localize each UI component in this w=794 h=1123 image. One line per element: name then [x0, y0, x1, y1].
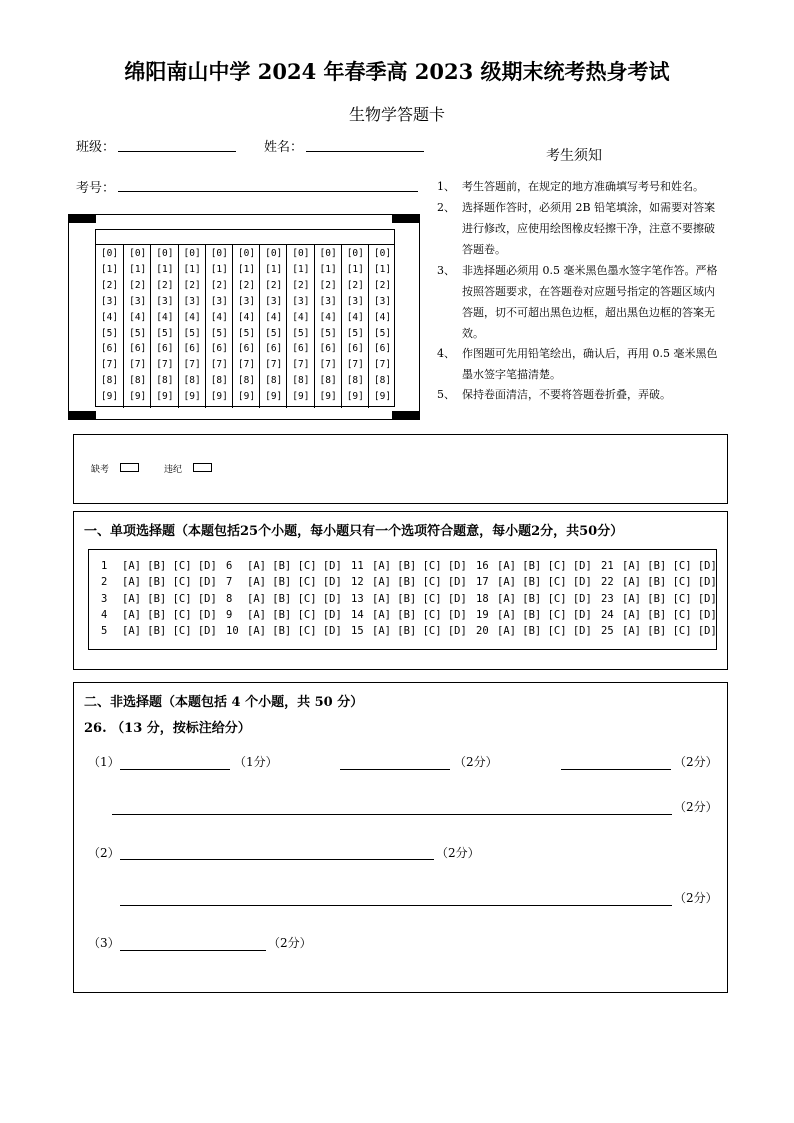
digit-bubble[interactable]: [8]: [346, 375, 364, 387]
answer-options[interactable]: [A] [B] [C] [D]: [247, 625, 342, 638]
answer-options[interactable]: [A] [B] [C] [D]: [622, 560, 717, 572]
digit-bubble[interactable]: [7]: [346, 359, 364, 371]
digit-bubble[interactable]: [2]: [292, 279, 310, 291]
digit-bubble[interactable]: [6]: [100, 343, 119, 355]
digit-bubble[interactable]: [1]: [183, 263, 201, 275]
answer-line[interactable]: [120, 859, 434, 860]
question-number: 14: [351, 608, 364, 621]
digit-bubble[interactable]: [0]: [237, 248, 256, 259]
digit-bubble[interactable]: [7]: [210, 359, 228, 371]
violation-label: 违纪: [164, 465, 183, 475]
section-free-response: [73, 682, 728, 993]
digit-bubble[interactable]: [6]: [292, 343, 310, 355]
digit-bubble[interactable]: [6]: [210, 343, 228, 355]
score-label: （2分）: [436, 846, 480, 860]
part3-label: （3）: [88, 936, 120, 950]
digit-bubble[interactable]: [0]: [156, 248, 174, 259]
answer-line[interactable]: [120, 769, 230, 770]
digit-bubble[interactable]: [7]: [237, 359, 256, 371]
digit-bubble[interactable]: [5]: [319, 327, 337, 339]
digit-bubble[interactable]: [1]: [237, 263, 256, 275]
digit-bubble[interactable]: [9]: [292, 391, 310, 403]
notice-item-3: [437, 260, 727, 344]
notice-text: 非选择题必须用 0.5 毫米黑色墨水签字笔作答。严格按照答题要求，在答题卷对应题号指定的答题区域内答题，切不可超出黑色边框，超出黑色边框的答案无效。: [462, 264, 718, 340]
digit-bubble[interactable]: [7]: [292, 359, 310, 371]
digit-bubble[interactable]: [9]: [129, 391, 147, 403]
digit-bubble[interactable]: [0]: [129, 248, 147, 259]
digit-bubble[interactable]: [7]: [129, 359, 147, 371]
question-number: 3: [101, 592, 108, 605]
answer-options[interactable]: [A] [B] [C] [D]: [372, 592, 467, 605]
notice-text: 保持卷面清洁，不要将答题卷折叠，弄破。: [462, 388, 671, 401]
digit-bubble[interactable]: [4]: [237, 311, 256, 323]
notice-text: 作图题可先用铅笔绘出，确认后，再用 0.5 毫米黑色墨水签字笔描清楚。: [462, 347, 718, 381]
digit-column: [178, 244, 206, 408]
digit-bubble[interactable]: [9]: [100, 391, 119, 403]
question-number: 17: [476, 576, 489, 589]
digit-bubble[interactable]: [9]: [156, 391, 174, 403]
notice-item-2: [437, 197, 727, 260]
digit-bubble[interactable]: [9]: [210, 391, 228, 403]
digit-bubble[interactable]: [5]: [373, 327, 392, 339]
answer-options[interactable]: [A] [B] [C] [D]: [122, 625, 217, 638]
answer-options[interactable]: [A] [B] [C] [D]: [497, 625, 592, 638]
answer-options[interactable]: [A] [B] [C] [D]: [247, 576, 342, 589]
corner-mark: [392, 215, 419, 223]
question-number: 11: [351, 560, 364, 572]
digit-bubble[interactable]: [4]: [265, 311, 283, 323]
corner-mark: [69, 215, 96, 223]
notice-text: 选择题作答时，必须用 2B 铅笔填涂，如需要对答案进行修改，应使用绘图橡皮轻擦干净，注意不要擦破答题卷。: [462, 201, 716, 256]
name-field[interactable]: [306, 151, 424, 152]
page-title: 绵阳南山中学 2024 年春季高 2023 级期末统考热身考试: [124, 59, 670, 84]
digit-bubble[interactable]: [2]: [129, 279, 147, 291]
digit-bubble[interactable]: [3]: [373, 295, 392, 307]
violation-checkbox[interactable]: [193, 463, 212, 472]
digit-column: [96, 244, 123, 408]
digit-bubble[interactable]: [4]: [319, 311, 337, 323]
digit-bubble[interactable]: [8]: [373, 375, 392, 387]
digit-bubble[interactable]: [0]: [319, 248, 337, 259]
question-number: 19: [476, 608, 489, 621]
exam-no-label: 考号：: [76, 181, 116, 196]
answer-line[interactable]: [120, 950, 266, 951]
digit-bubble[interactable]: [8]: [100, 375, 119, 387]
score-label: （2分）: [674, 755, 718, 769]
digit-column: [368, 244, 396, 408]
digit-bubble[interactable]: [3]: [319, 295, 337, 307]
answer-options[interactable]: [A] [B] [C] [D]: [622, 592, 717, 605]
digit-bubble[interactable]: [6]: [346, 343, 364, 355]
digit-bubble[interactable]: [0]: [183, 248, 201, 259]
digit-bubble[interactable]: [6]: [129, 343, 147, 355]
digit-bubble[interactable]: [9]: [237, 391, 256, 403]
digit-bubble[interactable]: [3]: [100, 295, 119, 307]
digit-bubble[interactable]: [5]: [346, 327, 364, 339]
digit-bubble[interactable]: [6]: [373, 343, 392, 355]
answer-options[interactable]: [A] [B] [C] [D]: [122, 592, 217, 605]
digit-bubble[interactable]: [9]: [265, 391, 283, 403]
question-number: 8: [226, 592, 233, 605]
answer-options[interactable]: [A] [B] [C] [D]: [247, 592, 342, 605]
digit-bubble[interactable]: [2]: [210, 279, 228, 291]
answer-options[interactable]: [A] [B] [C] [D]: [372, 608, 467, 621]
question-number: 4: [101, 608, 108, 621]
page-subtitle: 生物学答题卡: [348, 105, 445, 124]
digit-bubble[interactable]: [3]: [237, 295, 256, 307]
question-number: 1: [101, 560, 108, 572]
answer-options[interactable]: [A] [B] [C] [D]: [372, 576, 467, 589]
question-number: 5: [101, 625, 108, 638]
digit-bubble[interactable]: [8]: [210, 375, 228, 387]
digit-bubble[interactable]: [3]: [183, 295, 201, 307]
answer-line[interactable]: [340, 769, 450, 770]
answer-options[interactable]: [A] [B] [C] [D]: [372, 560, 467, 572]
digit-bubble[interactable]: [5]: [100, 327, 119, 339]
score-label: （2分）: [674, 891, 718, 905]
digit-grid: [96, 230, 396, 408]
section1-title: 一、单项选择题（本题包括25个小题，每小题只有一个选项符合题意，每小题2分，共50分）: [84, 524, 624, 539]
digit-bubble[interactable]: [4]: [373, 311, 392, 323]
digit-bubble[interactable]: [8]: [237, 375, 256, 387]
digit-bubble[interactable]: [9]: [346, 391, 364, 403]
digit-bubble[interactable]: [7]: [183, 359, 201, 371]
digit-bubble[interactable]: [7]: [319, 359, 337, 371]
digit-bubble[interactable]: [1]: [156, 263, 174, 275]
digit-bubble[interactable]: [2]: [346, 279, 364, 291]
digit-bubble[interactable]: [9]: [373, 391, 392, 403]
score-label: （2分）: [674, 800, 718, 814]
question-number: 25: [601, 625, 614, 638]
digit-column: [123, 244, 151, 408]
digit-bubble[interactable]: [3]: [156, 295, 174, 307]
digit-bubble[interactable]: [3]: [265, 295, 283, 307]
digit-bubble[interactable]: [5]: [237, 327, 256, 339]
answer-options[interactable]: [A] [B] [C] [D]: [622, 625, 717, 638]
digit-bubble[interactable]: [6]: [265, 343, 283, 355]
digit-bubble[interactable]: [8]: [319, 375, 337, 387]
answer-line[interactable]: [112, 814, 672, 815]
notice-title: 考生须知: [546, 148, 602, 164]
digit-bubble[interactable]: [7]: [373, 359, 392, 371]
digit-bubble[interactable]: [3]: [129, 295, 147, 307]
notice-num: 1、: [437, 180, 455, 193]
question-number: 18: [476, 592, 489, 605]
digit-bubble[interactable]: [2]: [373, 279, 392, 291]
notice-num: 3、: [437, 264, 455, 277]
digit-bubble[interactable]: [6]: [237, 343, 256, 355]
digit-bubble[interactable]: [4]: [156, 311, 174, 323]
digit-bubble[interactable]: [6]: [183, 343, 201, 355]
part1-label: （1）: [88, 755, 120, 769]
digit-bubble[interactable]: [7]: [265, 359, 283, 371]
digit-bubble[interactable]: [8]: [292, 375, 310, 387]
question-number: 2: [101, 576, 108, 589]
question-number: 10: [226, 625, 239, 638]
question-number: 6: [226, 560, 233, 572]
digit-bubble[interactable]: [8]: [129, 375, 147, 387]
digit-bubble[interactable]: [4]: [129, 311, 147, 323]
digit-bubble[interactable]: [4]: [292, 311, 310, 323]
answer-line[interactable]: [561, 769, 671, 770]
digit-bubble[interactable]: [4]: [346, 311, 364, 323]
notice-item-1: [437, 176, 727, 198]
section2-title: 二、非选择题（本题包括 4 个小题，共 50 分）: [84, 695, 364, 710]
digit-bubble[interactable]: [6]: [319, 343, 337, 355]
digit-bubble[interactable]: [3]: [210, 295, 228, 307]
digit-bubble[interactable]: [3]: [292, 295, 310, 307]
answer-options[interactable]: [A] [B] [C] [D]: [122, 608, 217, 621]
exam-no-field[interactable]: [118, 191, 418, 192]
score-label: （2分）: [268, 936, 312, 950]
notice-num: 4、: [437, 347, 455, 360]
question-number: 15: [351, 625, 364, 638]
digit-column: [259, 244, 287, 408]
digit-bubble[interactable]: [0]: [100, 248, 119, 259]
class-label: 班级：: [76, 140, 116, 155]
absent-label: 缺考: [91, 465, 110, 475]
question-number: 13: [351, 592, 364, 605]
digit-column: [314, 244, 342, 408]
digit-bubble[interactable]: [5]: [292, 327, 310, 339]
name-label: 姓名：: [264, 140, 304, 155]
digit-bubble[interactable]: [2]: [100, 279, 119, 291]
digit-bubble[interactable]: [1]: [373, 263, 392, 275]
digit-bubble[interactable]: [1]: [100, 263, 119, 275]
digit-column: [205, 244, 233, 408]
mc-answer-grid: [88, 549, 717, 650]
digit-bubble[interactable]: [2]: [319, 279, 337, 291]
digit-grid-frame: [95, 229, 395, 407]
exam-number-bubble-area: [68, 214, 420, 420]
digit-bubble[interactable]: [1]: [319, 263, 337, 275]
question-number: 7: [226, 576, 233, 589]
question-number: 23: [601, 592, 614, 605]
answer-options[interactable]: [A] [B] [C] [D]: [497, 576, 592, 589]
answer-options[interactable]: [A] [B] [C] [D]: [497, 592, 592, 605]
digit-bubble[interactable]: [0]: [265, 248, 283, 259]
digit-bubble[interactable]: [1]: [129, 263, 147, 275]
answer-options[interactable]: [A] [B] [C] [D]: [122, 576, 217, 589]
digit-bubble[interactable]: [8]: [156, 375, 174, 387]
answer-options[interactable]: [A] [B] [C] [D]: [497, 608, 592, 621]
digit-bubble[interactable]: [0]: [373, 248, 392, 259]
answer-options[interactable]: [A] [B] [C] [D]: [622, 576, 717, 589]
digit-column: [341, 244, 369, 408]
corner-mark: [392, 411, 419, 419]
digit-bubble[interactable]: [1]: [292, 263, 310, 275]
digit-bubble[interactable]: [5]: [183, 327, 201, 339]
q26-title: 26. （13 分，按标注给分）: [84, 721, 251, 736]
digit-bubble[interactable]: [2]: [237, 279, 256, 291]
score-label: （2分）: [454, 755, 498, 769]
question-number: 16: [476, 560, 489, 572]
question-number: 22: [601, 576, 614, 589]
notice-num: 5、: [437, 388, 455, 401]
digit-column: [286, 244, 314, 408]
score-label: （1分）: [234, 755, 278, 769]
digit-bubble[interactable]: [3]: [346, 295, 364, 307]
notice-text: 考生答题前，在规定的地方准确填写考号和姓名。: [462, 180, 704, 193]
digit-bubble[interactable]: [2]: [265, 279, 283, 291]
digit-bubble[interactable]: [4]: [210, 311, 228, 323]
digit-bubble[interactable]: [2]: [183, 279, 201, 291]
absent-checkbox[interactable]: [120, 463, 139, 472]
digit-column: [150, 244, 178, 408]
digit-bubble[interactable]: [9]: [183, 391, 201, 403]
digit-bubble[interactable]: [4]: [100, 311, 119, 323]
digit-bubble[interactable]: [8]: [265, 375, 283, 387]
digit-bubble[interactable]: [8]: [183, 375, 201, 387]
notice-num: 2、: [437, 201, 455, 214]
answer-options[interactable]: [A] [B] [C] [D]: [247, 560, 342, 572]
question-number: 24: [601, 608, 614, 621]
answer-line[interactable]: [120, 905, 672, 906]
answer-options[interactable]: [A] [B] [C] [D]: [372, 625, 467, 638]
notice-item-4: [437, 343, 727, 385]
digit-bubble[interactable]: [1]: [265, 263, 283, 275]
question-number: 12: [351, 576, 364, 589]
part2-label: （2）: [88, 846, 120, 860]
digit-column: [232, 244, 260, 408]
digit-bubble[interactable]: [9]: [319, 391, 337, 403]
digit-bubble[interactable]: [5]: [210, 327, 228, 339]
answer-options[interactable]: [A] [B] [C] [D]: [122, 560, 217, 572]
digit-bubble[interactable]: [5]: [156, 327, 174, 339]
digit-bubble[interactable]: [4]: [183, 311, 201, 323]
digit-bubble[interactable]: [5]: [265, 327, 283, 339]
class-field[interactable]: [118, 151, 236, 152]
digit-bubble[interactable]: [0]: [210, 248, 228, 259]
digit-bubble[interactable]: [7]: [156, 359, 174, 371]
corner-mark: [69, 411, 96, 419]
answer-options[interactable]: [A] [B] [C] [D]: [622, 608, 717, 621]
digit-bubble[interactable]: [1]: [210, 263, 228, 275]
digit-bubble[interactable]: [7]: [100, 359, 119, 371]
digit-bubble[interactable]: [6]: [156, 343, 174, 355]
question-number: 9: [226, 608, 233, 621]
digit-bubble[interactable]: [2]: [156, 279, 174, 291]
digit-bubble[interactable]: [5]: [129, 327, 147, 339]
section-single-choice: [73, 511, 728, 670]
status-box: [73, 434, 728, 504]
notice-item-5: [437, 384, 727, 406]
digit-bubble[interactable]: [1]: [346, 263, 364, 275]
digit-bubble[interactable]: [0]: [292, 248, 310, 259]
question-number: 21: [601, 560, 614, 572]
answer-options[interactable]: [A] [B] [C] [D]: [497, 560, 592, 572]
digit-bubble[interactable]: [0]: [346, 248, 364, 259]
answer-options[interactable]: [A] [B] [C] [D]: [247, 608, 342, 621]
question-number: 20: [476, 625, 489, 638]
